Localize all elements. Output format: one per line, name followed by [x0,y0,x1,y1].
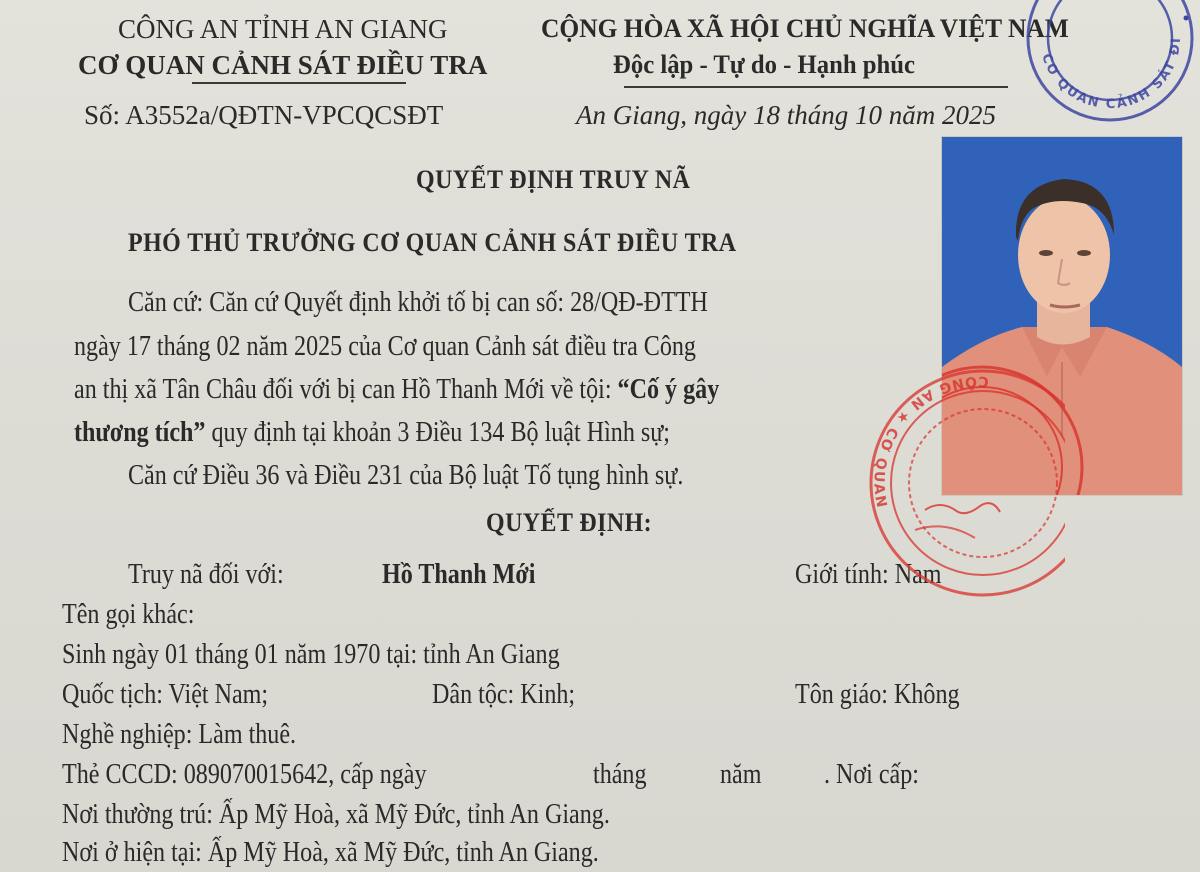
portrait-icon [942,137,1182,495]
country-name: CỘNG HÒA XÃ HỘI CHỦ NGHĨA VIỆT NAM [541,14,1069,43]
motto-underline [624,86,1008,88]
basis-line-3-text: an thị xã Tân Châu đối với bị can Hồ Thanh Mới về tội: [74,374,618,405]
svg-text:CƠ QUAN CẢNH SÁT ĐIỀU TRA: CƠ QUAN CẢNH SÁT ĐI [1038,36,1185,113]
nationality: Quốc tịch: Việt Nam; [62,679,269,710]
ethnicity: Dân tộc: Kinh; [432,679,576,710]
issuer-title: PHÓ THỦ TRƯỞNG CƠ QUAN CẢNH SÁT ĐIỀU TRA [128,228,737,257]
agency-underline [192,82,406,84]
alias: Tên gọi khác: [62,599,195,630]
crime-name-part-1: “Cố ý gây [617,374,720,405]
basis-line-1: Căn cứ: Căn cứ Quyết định khởi tố bị can số: 28/QĐ-ĐTTH [128,287,708,318]
occupation: Nghề nghiệp: Làm thuê. [62,719,297,750]
gender: Giới tính: Nam [795,559,942,590]
religion: Tôn giáo: Không [795,679,960,710]
suspect-photo [942,137,1182,495]
basis-line-3 [74,371,719,408]
svg-text:CÔNG AN ★ CƠ QUAN: CÔNG AN ★ CƠ QUAN [870,372,989,511]
current-address: Nơi ở hiện tại: Ấp Mỹ Hoà, xã Mỹ Đức, tỉnh An Giang. [62,837,599,868]
decision-heading: QUYẾT ĐỊNH: [486,508,653,537]
id-card-month: tháng [593,759,647,790]
permanent-address: Nơi thường trú: Ấp Mỹ Hoà, xã Mỹ Đức, tỉnh An Giang. [62,799,610,830]
place-date: An Giang, ngày 18 tháng 10 năm 2025 [576,100,996,130]
wanted-name [382,556,535,593]
national-motto: Độc lập - Tự do - Hạnh phúc [613,50,915,79]
basis-line-4-text: quy định tại khoản 3 Điều 134 Bộ luật Hình sự; [205,417,671,448]
wanted-label: Truy nã đối với: [128,559,284,590]
basis-line-4 [74,414,670,451]
document-number: Số: A3552a/QĐTN-VPCQCSĐT [84,100,444,130]
id-card-issued-place: . Nơi cấp: [824,759,919,790]
id-card-year: năm [720,759,762,790]
basis-line-5: Căn cứ Điều 36 và Điều 231 của Bộ luật Tố tụng hình sự. [128,460,684,491]
wanted-name-text: Hồ Thanh Mới [382,559,536,590]
agency-line-1: CÔNG AN TỈNH AN GIANG [118,14,448,44]
id-card-label: Thẻ CCCD: 089070015642, cấp ngày [62,759,427,790]
crime-name-part-2: thương tích” [74,417,206,448]
birth-info: Sinh ngày 01 tháng 01 năm 1970 tại: tỉnh An Giang [62,639,560,670]
document-title: QUYẾT ĐỊNH TRUY NÃ [416,165,691,194]
agency-line-2: CƠ QUAN CẢNH SÁT ĐIỀU TRA [78,50,488,80]
basis-line-2: ngày 17 tháng 02 năm 2025 của Cơ quan Cảnh sát điều tra Công [74,331,696,362]
